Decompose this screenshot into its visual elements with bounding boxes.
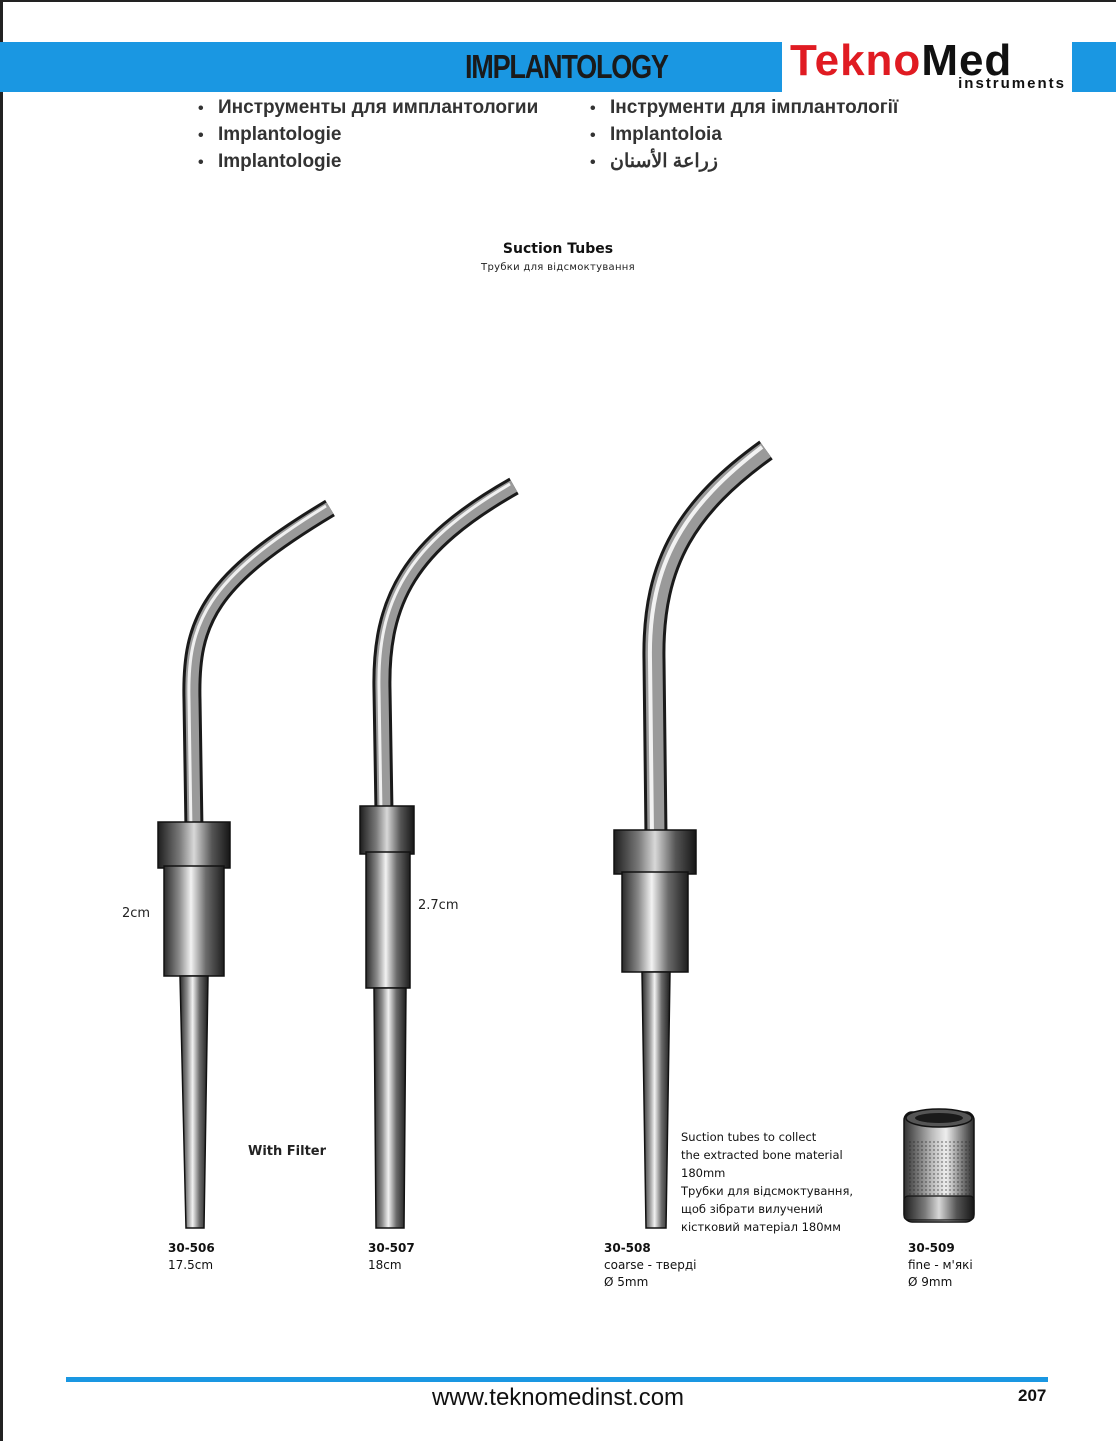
caption-title: Suction Tubes [502,241,614,257]
suction-tube-30-507 [360,484,514,1228]
product-label-30-508 [604,1240,697,1291]
bullet-icon: • [590,100,596,117]
bullet-icon: • [198,154,204,171]
product-code: 30-507 [368,1241,415,1255]
description-line: щоб зібрати вилучений [681,1202,823,1216]
bullet-icon: • [590,127,596,144]
description-line: Трубки для відсмоктування, [681,1184,854,1198]
product-spec: 18cm [368,1258,402,1272]
description-line: кістковий матеріал 180мм [681,1220,841,1234]
language-label: زراعة الأسنان [610,151,718,172]
description-line: 180mm [681,1166,726,1180]
description-line: the extracted bone material [681,1148,843,1162]
footer-website-link[interactable]: www.teknomedinst.com [431,1384,685,1411]
product-spec: Ø 9mm [908,1275,953,1289]
product-description [681,1128,891,1236]
brand-first: Tekno [790,36,922,85]
product-label-30-509 [908,1240,973,1291]
language-label: Інструменти для імплантології [610,97,899,118]
filter-insert-30-509 [904,1109,974,1222]
with-filter-label: With Filter [248,1144,327,1159]
dimension-label: 2.7cm [418,898,459,913]
language-label: Implantoloia [610,124,722,145]
product-spec: coarse - тверді [604,1258,697,1272]
section-title: IMPLANTOLOGY [465,48,668,85]
brand-subtitle: instruments [958,75,1066,92]
product-label-30-507 [368,1240,415,1274]
bullet-icon: • [198,127,204,144]
product-code: 30-509 [908,1241,955,1255]
product-spec: 17.5cm [168,1258,214,1272]
caption-subtitle: Трубки для відсмоктування [481,262,635,273]
product-code: 30-508 [604,1241,651,1255]
suction-tube-30-506 [158,506,330,1228]
product-spec: Ø 5mm [604,1275,649,1289]
suction-tube-30-508 [614,447,766,1228]
language-label: Implantologie [218,151,342,172]
brand-second: Med [921,36,1013,85]
product-label-30-506 [168,1240,215,1274]
language-label: Implantologie [218,124,342,145]
description-line: Suction tubes to collect [681,1130,817,1144]
product-spec: fine - м'які [908,1258,973,1272]
footer-divider [66,1377,1048,1382]
language-label: Инструменты для имплантологии [218,97,539,118]
bullet-icon: • [590,154,596,171]
bullet-icon: • [198,100,204,117]
product-code: 30-506 [168,1241,215,1255]
dimension-label: 2cm [122,906,151,921]
page-number: 207 [1018,1386,1047,1405]
